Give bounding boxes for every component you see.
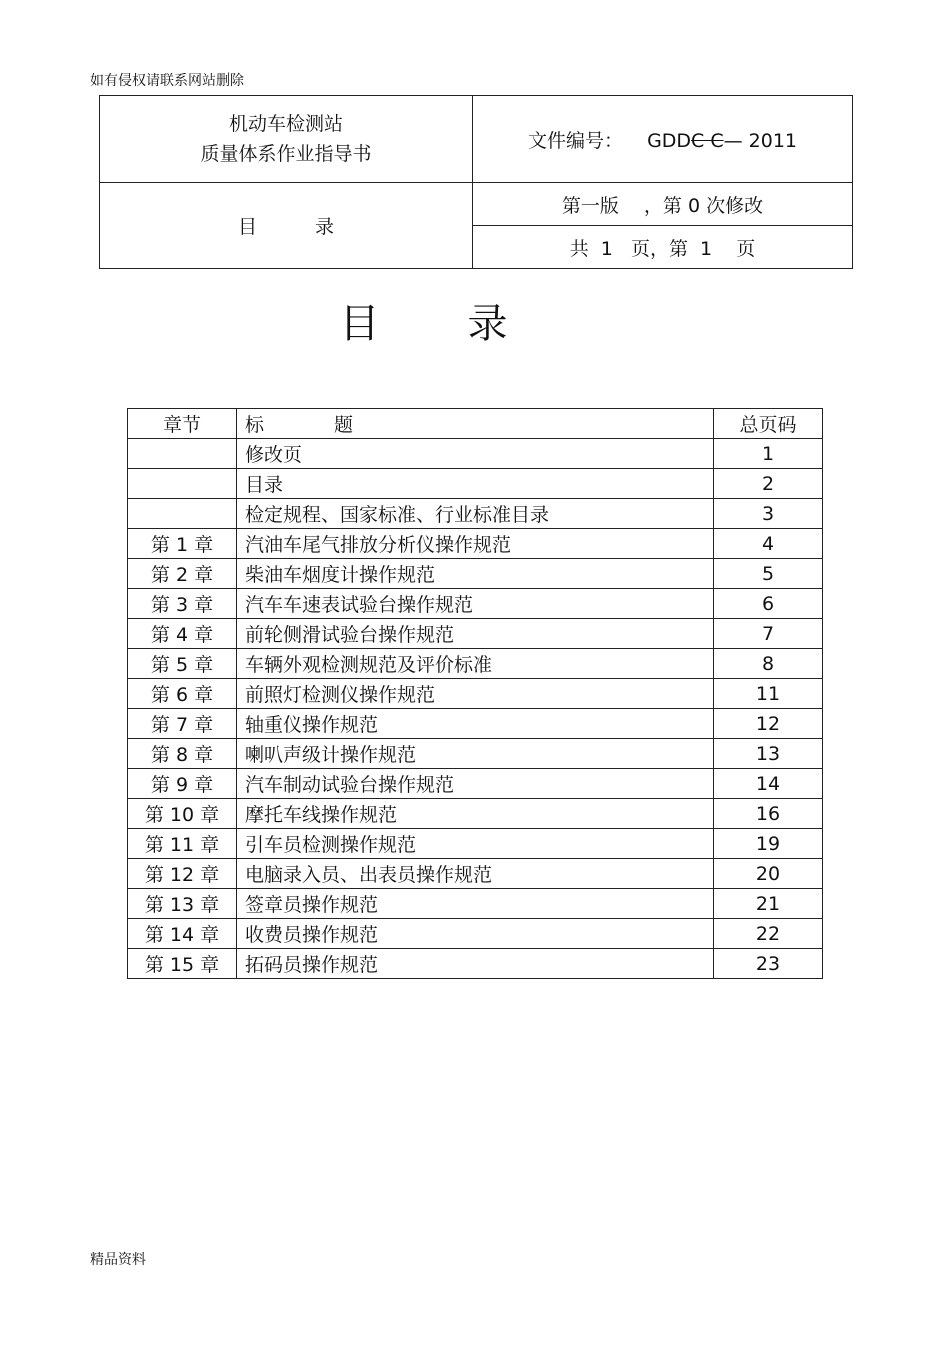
chapter-cell [128, 499, 237, 529]
chapter-cell: 第 2 章 [128, 559, 237, 589]
section-char-1: 目 [237, 216, 257, 238]
title-cell: 轴重仪操作规范 [237, 709, 714, 739]
page-number-cell: 6 [714, 589, 823, 619]
title-char-1: 目 [339, 301, 380, 347]
watermark-top-note: 如有侵权请联系网站删除 [90, 73, 244, 89]
page-number-cell: 21 [714, 889, 823, 919]
col-header-chapter: 章节 [128, 409, 237, 439]
table-row [128, 829, 823, 859]
toc-table [127, 408, 823, 979]
org-name: 机动车检测站 [228, 113, 343, 135]
doc-series-name: 质量体系作业指导书 [200, 143, 372, 165]
table-row [128, 919, 823, 949]
title-cell: 摩托车线操作规范 [237, 799, 714, 829]
document-header-table [99, 95, 853, 269]
title-cell: 检定规程、国家标准、行业标准目录 [237, 499, 714, 529]
title-cell: 柴油车烟度计操作规范 [237, 559, 714, 589]
doc-number-label: 文件编号： [527, 129, 623, 152]
page-number-cell: 19 [714, 829, 823, 859]
title-cell: 电脑录入员、出表员操作规范 [237, 859, 714, 889]
chapter-cell: 第 15 章 [128, 949, 237, 979]
chapter-cell: 第 10 章 [128, 799, 237, 829]
table-row [128, 799, 823, 829]
table-row [128, 559, 823, 589]
chapter-cell: 第 14 章 [128, 919, 237, 949]
page-number-cell: 5 [714, 559, 823, 589]
chapter-cell: 第 7 章 [128, 709, 237, 739]
table-row [128, 859, 823, 889]
table-row [128, 529, 823, 559]
page-number-cell: 4 [714, 529, 823, 559]
chapter-cell: 第 6 章 [128, 679, 237, 709]
title-cell: 拓码员操作规范 [237, 949, 714, 979]
page-title [0, 292, 847, 349]
title-cell: 喇叭声级计操作规范 [237, 739, 714, 769]
col-header-title-2: 题 [334, 414, 354, 436]
table-row [128, 589, 823, 619]
page-number-cell: 23 [714, 949, 823, 979]
table-row [128, 769, 823, 799]
doc-number-prefix: GDD [647, 129, 692, 152]
title-cell: 汽车车速表试验台操作规范 [237, 589, 714, 619]
chapter-cell [128, 469, 237, 499]
page-number-cell: 22 [714, 919, 823, 949]
doc-number-struck: C C [691, 129, 724, 152]
doc-number-suffix: — 2011 [723, 129, 798, 152]
chapter-cell: 第 13 章 [128, 889, 237, 919]
page-number-cell: 11 [714, 679, 823, 709]
page-number-cell: 2 [714, 469, 823, 499]
toc-body [128, 439, 823, 979]
chapter-cell: 第 12 章 [128, 859, 237, 889]
col-header-title [237, 409, 714, 439]
table-row [128, 739, 823, 769]
title-cell: 汽车制动试验台操作规范 [237, 769, 714, 799]
title-cell: 前照灯检测仪操作规范 [237, 679, 714, 709]
table-row [128, 469, 823, 499]
chapter-cell: 第 9 章 [128, 769, 237, 799]
page-number-cell: 12 [714, 709, 823, 739]
table-row [128, 439, 823, 469]
page-number-cell: 1 [714, 439, 823, 469]
page-number-cell: 14 [714, 769, 823, 799]
chapter-cell: 第 5 章 [128, 649, 237, 679]
title-cell: 前轮侧滑试验台操作规范 [237, 619, 714, 649]
table-row [128, 679, 823, 709]
title-cell: 签章员操作规范 [237, 889, 714, 919]
table-row [128, 649, 823, 679]
section-char-2: 录 [315, 216, 335, 238]
chapter-cell [128, 439, 237, 469]
col-header-title-1: 标 [245, 414, 265, 436]
page-number-cell: 16 [714, 799, 823, 829]
title-cell: 引车员检测操作规范 [237, 829, 714, 859]
title-char-2: 录 [467, 301, 508, 347]
table-row [128, 619, 823, 649]
chapter-cell: 第 3 章 [128, 589, 237, 619]
title-cell: 收费员操作规范 [237, 919, 714, 949]
section-name-cell [100, 183, 473, 269]
chapter-cell: 第 11 章 [128, 829, 237, 859]
chapter-cell: 第 1 章 [128, 529, 237, 559]
watermark-bottom-note: 精品资料 [90, 1252, 146, 1268]
title-cell: 修改页 [237, 439, 714, 469]
table-row [128, 949, 823, 979]
edition-info: 第一版 ，第 0 次修改 [473, 183, 853, 226]
page-number-cell: 20 [714, 859, 823, 889]
title-cell: 目录 [237, 469, 714, 499]
toc-header-row [128, 409, 823, 439]
table-row [128, 709, 823, 739]
doc-number-cell [473, 96, 853, 183]
page-number-cell: 7 [714, 619, 823, 649]
org-name-cell [100, 96, 473, 183]
table-row [128, 889, 823, 919]
page-number-cell: 13 [714, 739, 823, 769]
table-row [128, 499, 823, 529]
page-number-cell: 3 [714, 499, 823, 529]
chapter-cell: 第 4 章 [128, 619, 237, 649]
title-cell: 汽油车尾气排放分析仪操作规范 [237, 529, 714, 559]
page-number-cell: 8 [714, 649, 823, 679]
page-info: 共 1 页，第 1 页 [473, 226, 853, 269]
title-cell: 车辆外观检测规范及评价标准 [237, 649, 714, 679]
chapter-cell: 第 8 章 [128, 739, 237, 769]
col-header-page: 总页码 [714, 409, 823, 439]
